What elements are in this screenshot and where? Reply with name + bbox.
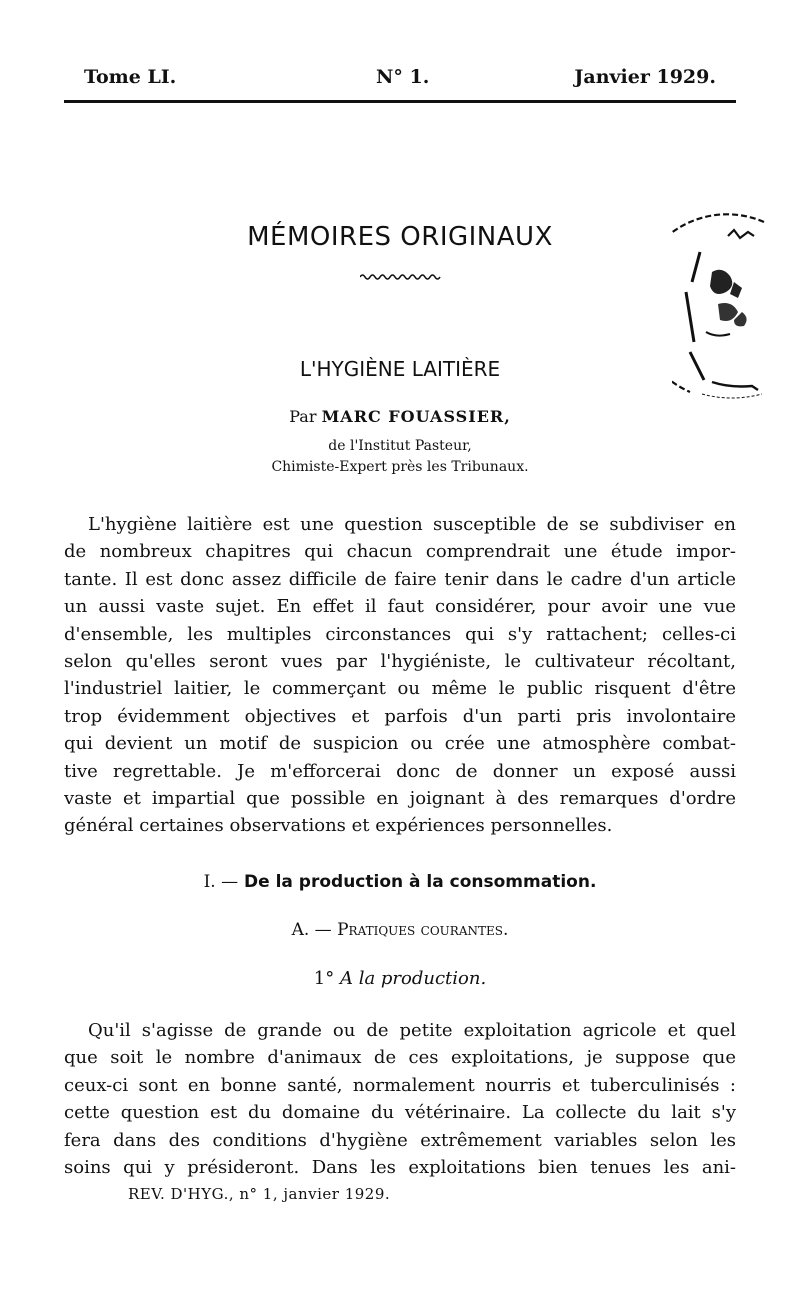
byline (0, 407, 800, 426)
text-line: vaste et impartial que possible en joignant à des remarques d'ordre (64, 788, 736, 810)
text-line: général certaines observations et expériences personnelles. (64, 815, 613, 837)
text-line: soins qui y présideront. Dans les exploitations bien tenues les ani- (64, 1157, 736, 1179)
section-heading (0, 872, 800, 892)
text-line: qui devient un motif de suspicion ou crée une atmosphère combat- (64, 733, 736, 755)
author-name: MARC FOUASSIER, (321, 407, 511, 426)
text-line: que soit le nombre d'animaux de ces exploitations, je suppose que (64, 1047, 736, 1069)
volume-label: Tome LI. (84, 66, 177, 88)
text-line: L'hygiène laitière est une question susceptible de se subdiviser en (88, 514, 736, 535)
subsection-heading (0, 920, 800, 940)
running-header (64, 62, 736, 98)
text-line: un aussi vaste sujet. En effet il faut considérer, pour avoir une vue (64, 596, 736, 618)
sub-subsection-heading (0, 968, 800, 989)
subsection-letter: A. — (291, 920, 332, 940)
production-paragraph (64, 1017, 736, 1181)
text-line: cette question est du domaine du vétérinaire. La collecte du lait s'y (64, 1102, 736, 1124)
text-line: tante. Il est donc assez difficile de faire tenir dans le cadre d'un article (64, 568, 736, 590)
header-rule (64, 100, 736, 103)
sub-subsection-title: A la production. (339, 968, 487, 989)
affiliation-title: Chimiste-Expert près les Tribunaux. (271, 459, 529, 475)
text-line: de nombreux chapitres qui chacun comprendrait une étude impor- (64, 541, 736, 563)
affiliation-institute: de l'Institut Pasteur, (328, 438, 472, 454)
section-title: MÉMOIRES ORIGINAUX (247, 222, 553, 252)
section-numeral: I. — (203, 872, 239, 892)
text-line: d'ensemble, les multiples circonstances qui s'y rattachent; celles-ci (64, 623, 736, 645)
text-line: Qu'il s'agisse de grande ou de petite exploitation agricole et quel (88, 1020, 736, 1041)
text-line: fera dans des conditions d'hygiène extrêmement variables selon les (64, 1129, 736, 1151)
page-footer-citation: REV. D'HYG., n° 1, janvier 1929. (128, 1185, 391, 1203)
byline-prefix: Par (289, 407, 317, 426)
text-line: ceux-ci sont en bonne santé, normalement nourris et tuberculinisés : (64, 1074, 736, 1096)
text-line: trop évidemment objectives et parfois d'un parti pris involontaire (64, 705, 736, 727)
text-line: selon qu'elles seront vues par l'hygiéniste, le cultivateur récoltant, (64, 651, 736, 673)
intro-paragraph (64, 511, 736, 840)
text-line: tive regrettable. Je m'efforcerai donc de donner un exposé aussi (64, 760, 736, 782)
ornament-divider (360, 272, 442, 282)
issue-date: Janvier 1929. (574, 66, 716, 88)
article-title: L'HYGIÈNE LAITIÈRE (299, 357, 501, 381)
sub-subsection-number: 1° (313, 968, 335, 989)
section-heading-title: De la production à la consommation. (244, 872, 597, 892)
subsection-heading-title: Pratiques courantes. (337, 920, 509, 940)
text-line: l'industriel laitier, le commerçant ou même le public risquent d'être (64, 678, 736, 700)
issue-number: N° 1. (376, 66, 430, 88)
